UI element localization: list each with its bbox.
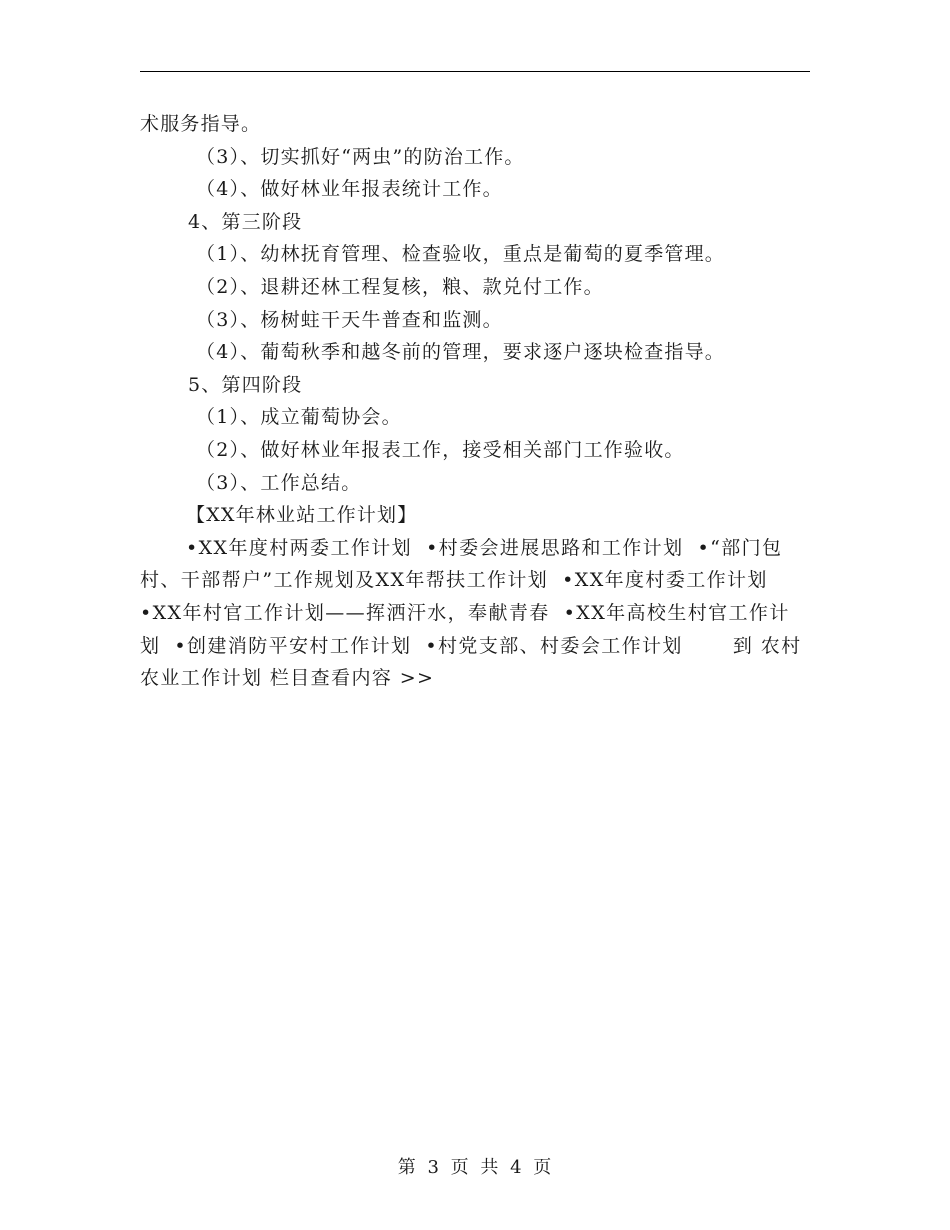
page-footer — [0, 1153, 950, 1179]
list-item: （2）、退耕还林工程复核，粮、款兑付工作。 — [196, 275, 604, 298]
list-item: （1）、幼林抚育管理、检查验收，重点是葡萄的夏季管理。 — [196, 243, 725, 266]
related-link[interactable]: •创建消防平安村工作计划 — [174, 634, 412, 657]
list-item: （1）、成立葡萄协会。 — [196, 406, 402, 429]
list-item: （4）、做好林业年报表统计工作。 — [196, 178, 503, 201]
more-prefix: 到 — [732, 634, 754, 657]
page-label: 第 — [397, 1157, 417, 1178]
related-link[interactable]: •XX年度村两委工作计划 — [186, 536, 413, 559]
related-link[interactable]: •XX年度村委工作计划 — [562, 569, 768, 592]
list-item: （3）、杨树蛀干天牛普查和监测。 — [196, 308, 503, 331]
list-item: （2）、做好林业年报表工作，接受相关部门工作验收。 — [196, 438, 685, 461]
total-pages: 4 — [510, 1157, 523, 1178]
related-link[interactable]: •XX年高校生村官工作计划 — [140, 601, 790, 657]
page-unit: 页 — [450, 1157, 470, 1178]
more-suffix[interactable]: 栏目查看内容 >> — [269, 667, 435, 690]
list-item: （3）、工作总结。 — [196, 471, 362, 494]
related-link[interactable]: •“部门包村、干部帮户”工作规划及XX年帮扶工作计划 — [140, 536, 783, 592]
section-heading: 4、第三阶段 — [188, 210, 303, 233]
total-label: 共 — [480, 1157, 500, 1178]
document-title-bracket: 【XX年林业站工作计划】 — [186, 504, 418, 527]
header-rule — [140, 71, 810, 72]
section-heading: 5、第四阶段 — [188, 373, 303, 396]
list-item: （4）、葡萄秋季和越冬前的管理，要求逐户逐块检查指导。 — [196, 341, 725, 364]
total-unit: 页 — [533, 1157, 553, 1178]
list-item: （3）、切实抓好“两虫”的防治工作。 — [196, 145, 525, 168]
related-links — [140, 532, 810, 695]
page-number: 3 — [427, 1157, 440, 1178]
body-line: 术服务指导。 — [140, 113, 262, 135]
category-link[interactable]: 农村农业工作计划 — [140, 634, 802, 690]
related-link[interactable]: •村委会进展思路和工作计划 — [426, 536, 684, 559]
document-body — [140, 108, 810, 695]
related-link[interactable]: •村党支部、村委会工作计划 — [425, 634, 683, 657]
related-link[interactable]: •XX年村官工作计划——挥洒汗水，奉献青春 — [140, 601, 550, 624]
